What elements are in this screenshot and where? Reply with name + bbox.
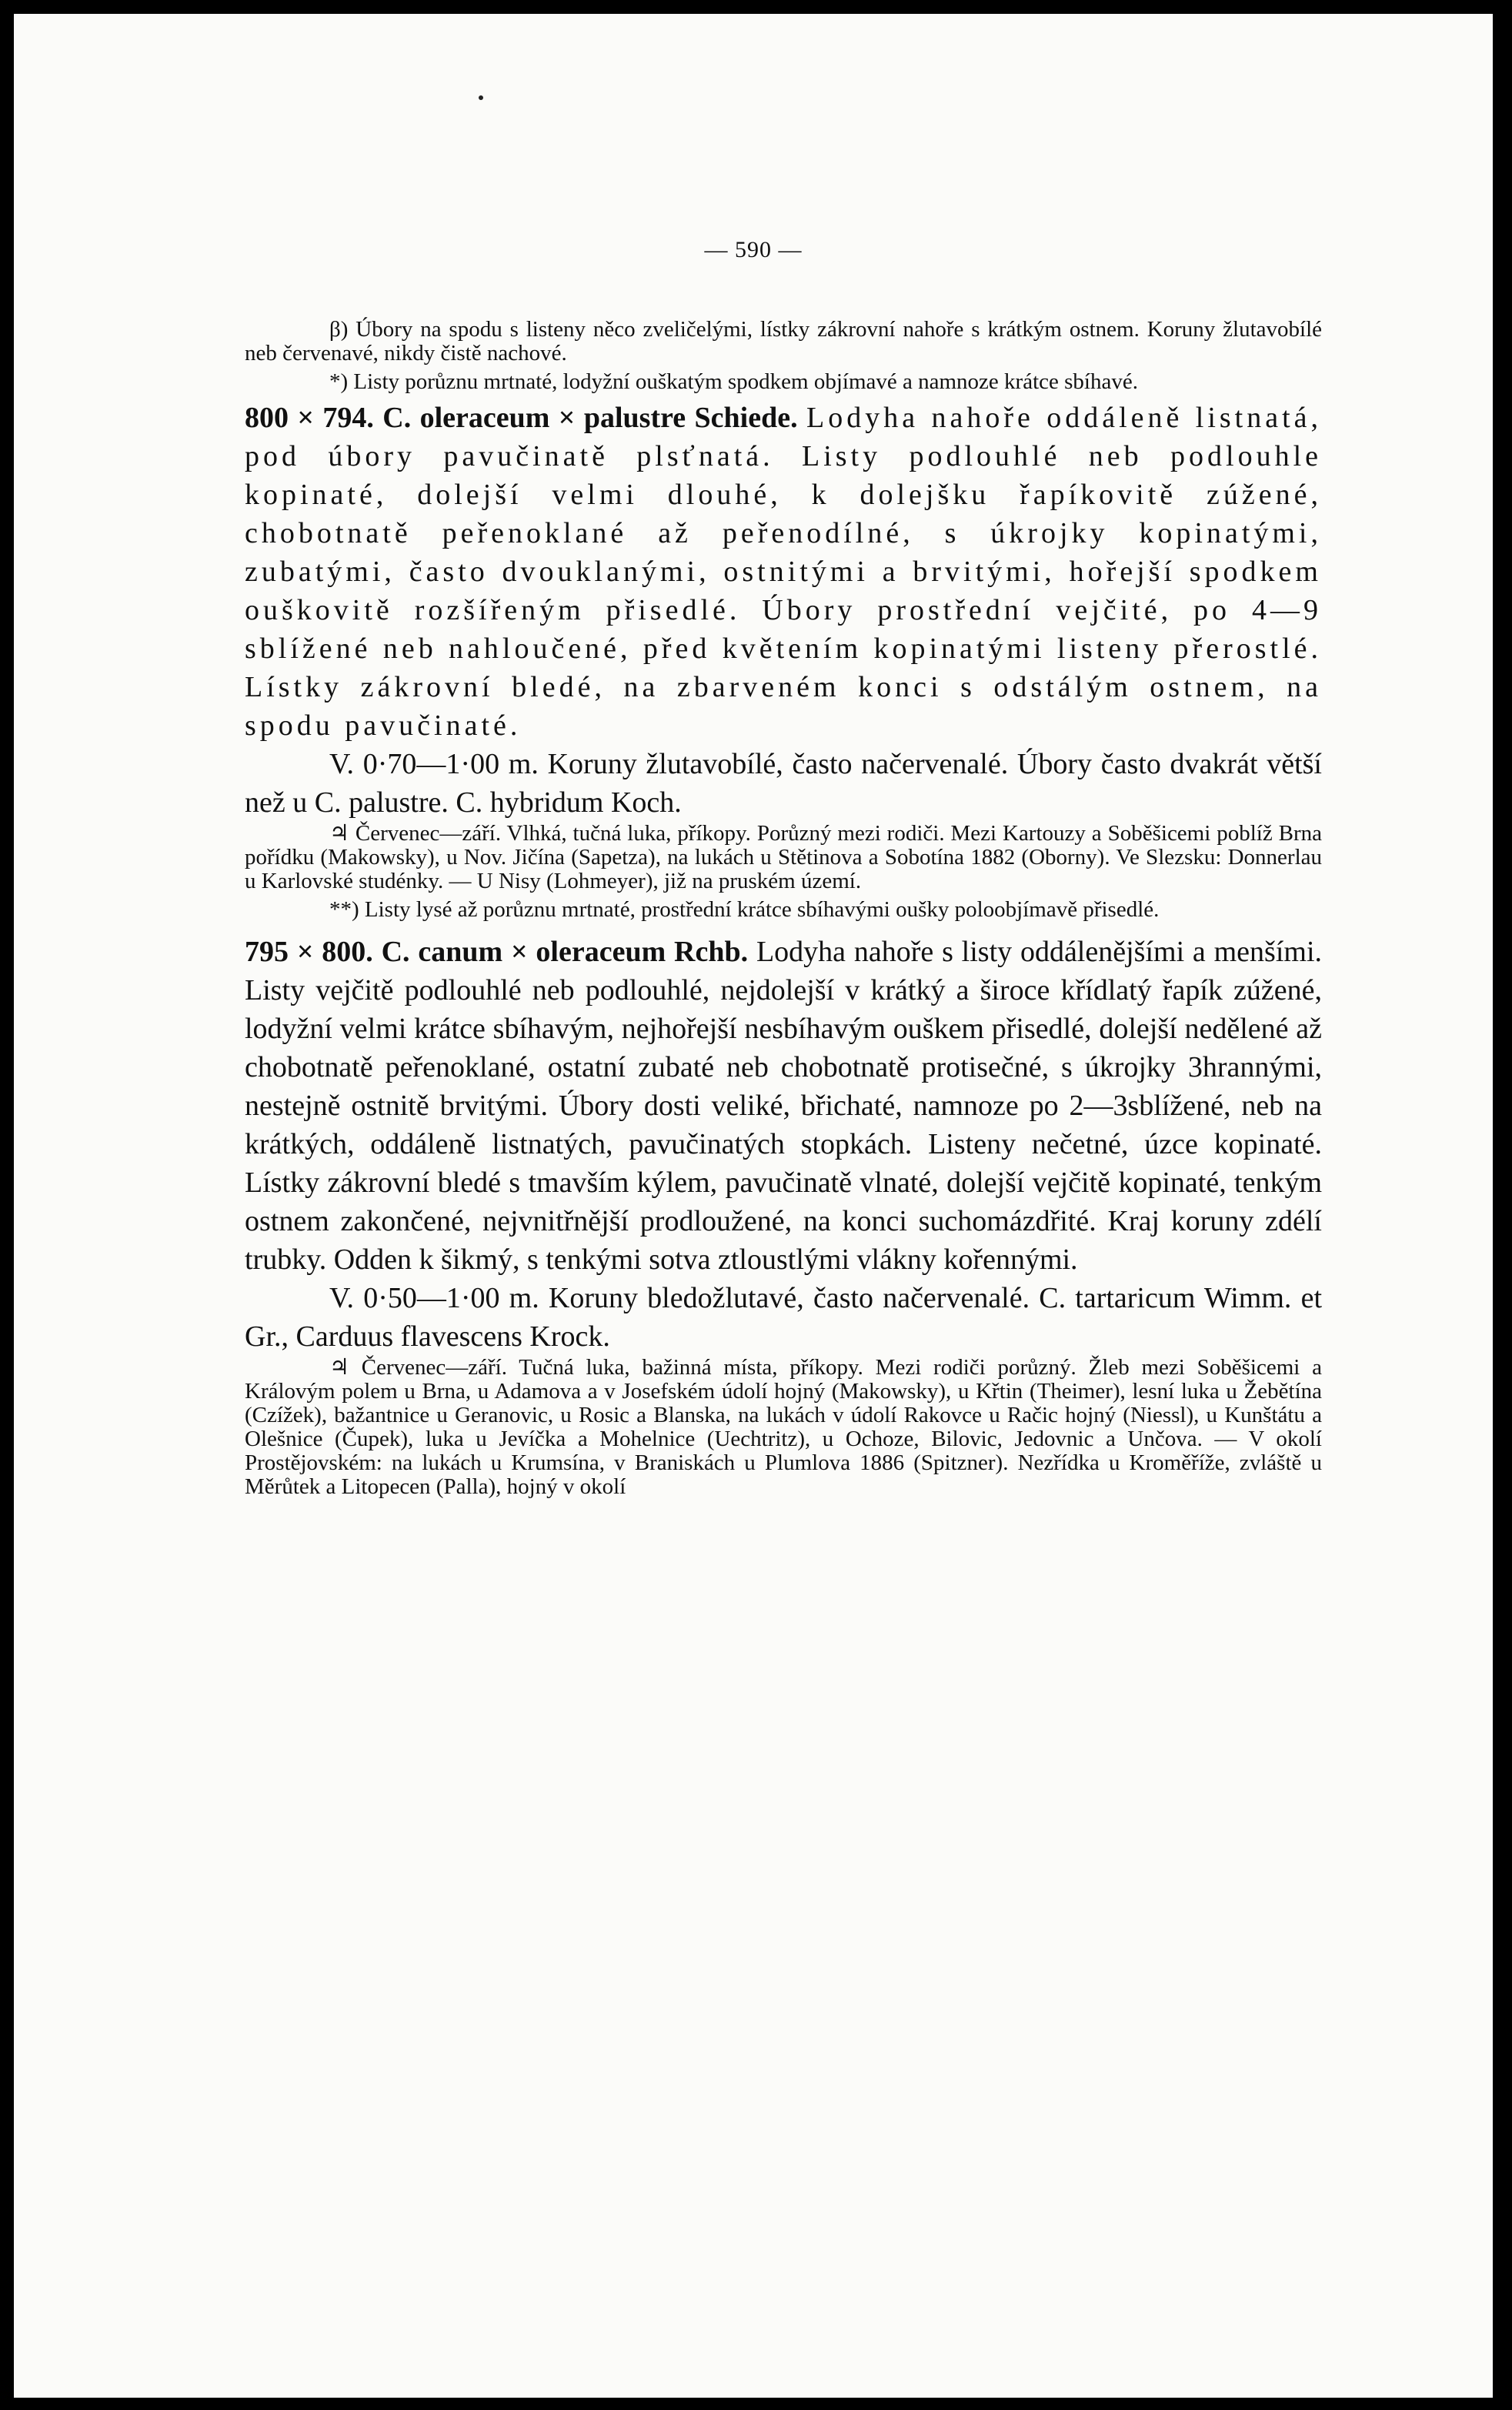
entry-800x794	[245, 399, 1322, 745]
entry-795x800	[245, 933, 1322, 1279]
entry-heading: 800 × 794. C. oleraceum × palustre Schiede.	[245, 402, 798, 434]
page-body	[245, 318, 1322, 1504]
entry-heading: 795 × 800. C. canum × oleraceum Rchb.	[245, 936, 749, 968]
entry-localities: ♃ Červenec—září. Tučná luka, bažinná místa, příkopy. Mezi rodiči porůzný. Žleb mezi Soběšicemi a Královým polem u Brna, u Adamova a v Josefském údolí hojný (Makowsky), u Křtin (Theimer), lesní luka u Žebětína (Czížek), bažantnice u Geranovic, u Rosic a Blanska, na lukách v údolí Rakovce u Račic hojný (Niessl), u Kunštátu a Olešnice (Čupek), luka u Jevíčka a Mohelnice (Uechtritz), u Ochoze, Bilovic, Jedovnic a Unčova. — V okolí Prostějovském: na lukách u Krumsína, v Braniskách u Plumlova 1886 (Spitzner). Nezřídka u Kroměříže, zvláště u Měrůtek a Litopecen (Palla), hojný v okolí	[245, 1355, 1322, 1499]
page-number: — 590 —	[704, 237, 803, 262]
key-star: *) Listy porůznu mrtnaté, lodyžní ouškatým spodkem objímavé a namnoze krátce sbíhavé.	[329, 369, 1138, 394]
key-beta: β) Úbory na spodu s listeny něco zveličelými, lístky zákrovní nahoře s krátkým ostnem. Koruny žlutavobílé neb červenavé, nikdy čistě nachové.	[245, 317, 1322, 366]
page	[14, 14, 1493, 2398]
entry-localities: ♃ Červenec—září. Vlhká, tučná luka, příkopy. Porůzný mezi rodiči. Mezi Kartouzy a Soběšicemi poblíž Brna pořídku (Makowsky), u Nov. Jičína (Sapetza), na lukách u Stětinova a Sobotína 1882 (Oborny). Ve Slezsku: Donnerlau u Karlovské studénky. — U Nisy (Lohmeyer), již na pruském území.	[245, 821, 1322, 893]
entry-description: Lodyha nahoře s listy oddálenějšími a menšími. Listy vejčitě podlouhlé neb podlouhlé, nejdolejší v krátký a široce křídlatý řapík zúžené, lodyžní velmi krátce sbíhavým, nejhořejší nesbíhavým ouškem přisedlé, dolejší nedělené až chobotnatě peřenoklané, ostatní zubaté neb chobotnatě protisečné, s úkrojky 3hrannými, nestejně ostnitě brvitými. Úbory dosti veliké, břichaté, namnoze po 2—3sblížené, neb na krátkých, oddáleně listnatých, pavučinatých stopkách. Listeny nečetné, úzce kopinaté. Lístky zákrovní bledé s tmavším kýlem, pavučinatě vlnaté, dolejší vejčitě kopinaté, tenkým ostnem zakončené, nejvnitřnější prodloužené, na konci suchomázdřité. Kraj koruny zdélí trubky. Odden k šikmý, s tenkými sotva ztloustlými vlákny kořennými.	[245, 936, 1323, 1276]
entry-description: Lodyha nahoře oddáleně listnatá, pod úbory pavučinatě plsťnatá. Listy podlouhlé neb podlouhle kopinaté, dolejší velmi dlouhé, k dolejšku řapíkovitě zúžené, chobotnatě peřenoklané až peřenodílné, s úkrojky kopinatými, zubatými, často dvouklanými, ostnitými a brvitými, hořejší spodkem ouškovitě rozšířeným přisedlé. Úbory prostřední vejčité, po 4—9 sblížené neb nahloučené, před květením kopinatými listeny přerostlé. Lístky zákrovní bledé, na zbarveném konci s odstálým ostnem, na spodu pavučinaté.	[245, 402, 1323, 742]
speck	[479, 95, 483, 100]
key-double-star: **) Listy lysé až porůznu mrtnaté, prostřední krátce sbíhavými oušky poloobjímavě přisedlé.	[329, 897, 1160, 922]
entry-variants: V. 0·50—1·00 m. Koruny bledožlutavé, často načervenalé. C. tartaricum Wimm. et Gr., Carduus flavescens Krock.	[245, 1282, 1322, 1353]
entry-variants: V. 0·70—1·00 m. Koruny žlutavobílé, často načervenalé. Úbory často dvakrát větší než u C. palustre. C. hybridum Koch.	[245, 748, 1322, 819]
